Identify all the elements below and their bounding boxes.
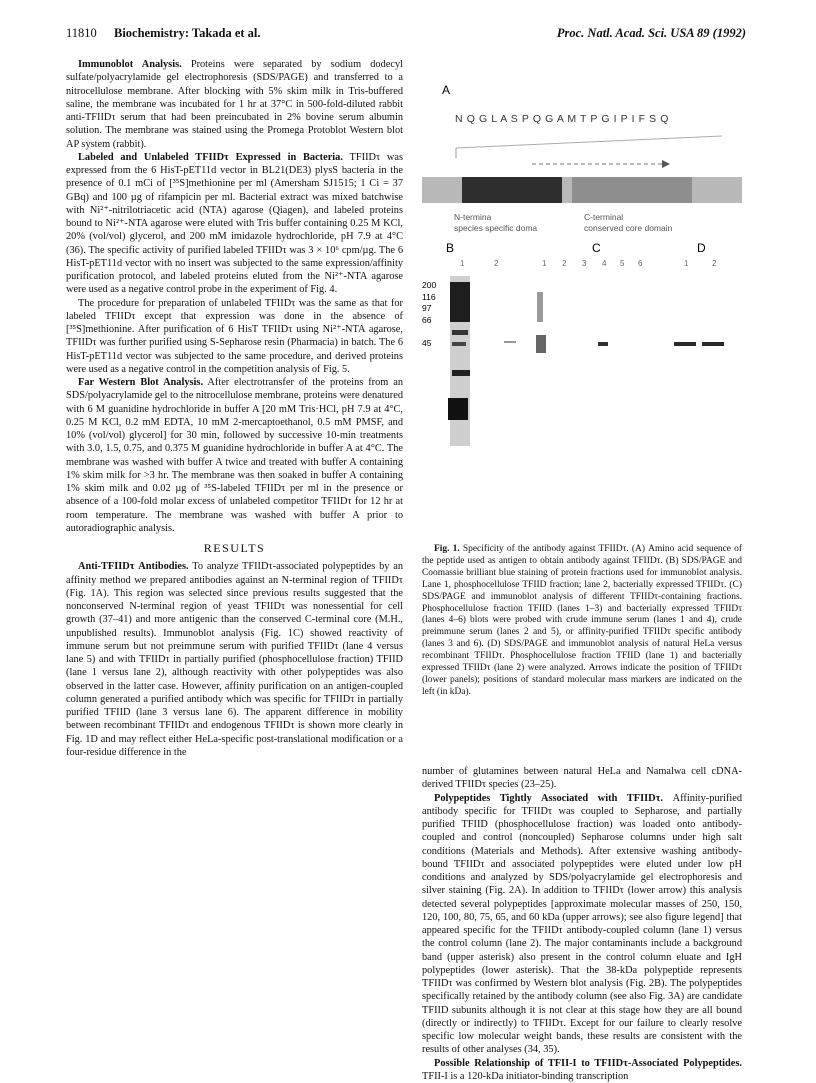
immunoblot-heading: Immunoblot Analysis. xyxy=(78,59,182,70)
farwestern-heading: Far Western Blot Analysis. xyxy=(78,377,203,388)
right-column xyxy=(422,765,742,1083)
immunoblot-paragraph xyxy=(66,58,403,151)
figure-1 xyxy=(422,80,742,535)
left-column xyxy=(66,58,403,759)
journal-citation: Proc. Natl. Acad. Sci. USA 89 (1992) xyxy=(557,26,746,41)
panel-d-label: D xyxy=(697,241,706,255)
farwestern-paragraph xyxy=(66,376,403,535)
panel-b-label: B xyxy=(446,241,454,255)
running-header xyxy=(66,26,746,44)
gel-c-band xyxy=(536,335,546,353)
antibodies-heading: Anti-TFIIDτ Antibodies. xyxy=(78,561,189,572)
n-terminal-region xyxy=(462,177,562,203)
gel-b-band xyxy=(452,342,466,346)
marker-200: 200 xyxy=(422,280,436,290)
lane-b-2: 2 xyxy=(494,259,499,268)
marker-97: 97 xyxy=(422,303,432,313)
n-terminal-domain-label: species specific doma xyxy=(454,223,537,233)
lane-b-1: 1 xyxy=(460,259,465,268)
panel-a-label: A xyxy=(442,83,450,97)
figure-caption xyxy=(422,544,742,699)
labeled-paragraph xyxy=(66,151,403,297)
gel-b-band-smear xyxy=(450,282,470,322)
n-terminal-label: N-termina xyxy=(454,212,492,222)
c-terminal-domain-label: conserved core domain xyxy=(584,223,673,233)
gel-c-band xyxy=(537,292,543,322)
marker-66: 66 xyxy=(422,315,432,325)
lane-c-3: 3 xyxy=(582,259,587,268)
figure-caption-label: Fig. 1. xyxy=(434,544,460,554)
results-section-title: RESULTS xyxy=(66,542,403,555)
antigen-sequence: N Q G L A S P Q G A M T P G I P I F S Q xyxy=(455,113,669,125)
lane-c-6: 6 xyxy=(638,259,643,268)
continuation-paragraph: number of glutamines between natural HeLa and Namalwa cell cDNA-derived TFIIDτ species (23–25). xyxy=(422,765,742,792)
antibodies-paragraph xyxy=(66,560,403,759)
panel-c-label: C xyxy=(592,241,601,255)
marker-45: 45 xyxy=(422,338,432,348)
lane-d-2: 2 xyxy=(712,259,717,268)
lane-c-2: 2 xyxy=(562,259,567,268)
polypeptides-heading: Polypeptides Tightly Associated with TFIIDτ. xyxy=(434,793,663,804)
lane-c-1: 1 xyxy=(542,259,547,268)
tfii-i-heading: Possible Relationship of TFII-I to TFIIDτ-Associated Polypeptides. xyxy=(434,1058,742,1069)
c-terminal-region xyxy=(572,177,692,203)
labeled-text: TFIIDτ was expressed from the 6 HisT-pET11d vector in BL21(DE3) plysS bacteria in the presence of 0.1 mCi of [³⁵S]methionine per ml (Amersham SJ1515; 1 Ci = 37 GBq) and 100 µg of rifampicin per ml. Bacterial extract was mixed batchwise with Ni²⁺-nitrilotriacetic acid (NTA) agarose (Qiagen), and labeled proteins bound to Ni²⁺-NTA agarose were eluted with Tris buffer containing 0.25 M KCl, 20% (vol/vol) glycerol, and 200 mM imidazole hydrochloride, pH 7.9 at 4°C (36). The specific activity of purified labeled TFIIDτ was 3 × 10⁶ cpm/µg. The 6 HisT-pET11d vector with no insert was subjected to the same expression/affinity purification protocol, and labeled proteins eluted from the Ni²⁺-NTA agarose were used as a negative control probe in the experiment of Fig. 4. xyxy=(66,152,403,296)
lane-d-1: 1 xyxy=(684,259,689,268)
gel-d-band xyxy=(674,342,696,346)
domain-arrowhead xyxy=(662,160,670,168)
tfii-i-text: TFII-I is a 120-kDa initiator-binding transcription xyxy=(422,1071,628,1082)
polypeptides-paragraph xyxy=(422,792,742,1057)
labeled-heading: Labeled and Unlabeled TFIIDτ Expressed in Bacteria. xyxy=(78,152,343,163)
gel-b-band xyxy=(452,370,470,376)
antibodies-text: To analyze TFIIDτ-associated polypeptides by an affinity method we prepared antibodies against an N-terminal region of TFIIDτ (Fig. 1A). This region was selected since previous results suggested that the nonconserved N-terminal region of yeast TFIIDτ was nonessential for cell growth (37–41) and more antigenic than the conserved C-terminal core (M.H., unpublished results). Immunoblot analysis (Fig. 1C) showed reactivity of immune serum but not preimmune serum with purified TFIIDτ (lane 4 versus lane 5) and with TFIIDτ in partially purified (phosphocellulose fraction) TFIID (lane 1 versus lane 2), although reactivity with other polypeptides was also observed in the latter case. However, affinity purification on an antigen-coupled column generated a purified antibody which was specific for TFIIDτ in partially purified TFIID (lane 3 versus lane 6). The apparent difference in mobility between recombinant TFIIDτ and endogenous TFIIDτ is shown more clearly in Fig. 1D and may reflect either HeLa-specific post-translational modification or a four-residue difference in the xyxy=(66,561,403,758)
unlabeled-paragraph: The procedure for preparation of unlabeled TFIIDτ was the same as that for labeled TFIIDτ except that expression was done in the absence of [³⁵S]methionine. After purification of 6 HisT TFIIDτ using Ni²⁺-NTA agarose, TFIIDτ was further purified using S-Sepharose resin (Pharmacia) in batch. The 6 HisT-pET11d vector was subjected to the same procedure, and derived proteins were used as a negative control in the competition analysis of Fig. 5. xyxy=(66,297,403,377)
lane-c-4: 4 xyxy=(602,259,607,268)
polypeptides-text: Affinity-purified antibody specific for TFIIDτ was coupled to Sepharose, and partially purified TFIID (phosphocellulose fraction) was loaded onto antibody-coupled and control (noncoupled) Sepharose columns under high salt conditions (Materials and Methods). After extensive washing antibody-bound TFIIDτ and associated polypeptides were eluted under low pH conditions and analyzed by SDS/polyacrylamide gel electrophoresis and silver staining (Fig. 2A). In addition to TFIIDτ (lower arrow) this analysis detected several polypeptides [approximate molecular masses of 250, 150, 120, 100, 80, 75, 65, and 60 kDa (upper arrows); see also figure legend] that appeared specific for the TFIIDτ antibody-coupled column (lane 1) versus the control column (lane 2). The major contaminants include a background band (upper asterisk) also present in the control column eluate and IgH polypeptides (lower asterisk). That the 38-kDa polypeptide represents TFIIDτ was confirmed by Western blot analysis (Fig. 2B). The polypeptides specifically retained by the antibody column (see also Fig. 3A) are candidate TFIID subunits although it is not clear at this stage how they are all bound (directly or indirectly) to TFIIDτ. Except for our failure to clearly resolve specific low molecular weight bands, these results are consistent with the results of other analyses (34, 35). xyxy=(422,793,742,1056)
lane-c-5: 5 xyxy=(620,259,625,268)
sequence-span-line xyxy=(456,136,722,148)
page-number: 11810 xyxy=(66,26,97,41)
gel-d-band xyxy=(702,342,724,346)
figure-1-graphic xyxy=(422,80,742,535)
gel-b-band xyxy=(448,398,468,420)
tfii-i-paragraph xyxy=(422,1057,742,1083)
c-terminal-label: C-terminal xyxy=(584,212,623,222)
gel-b-band xyxy=(452,330,468,335)
farwestern-text: After electrotransfer of the proteins from an SDS/polyacrylamide gel to the nitrocellulose membrane, proteins were denatured with 6 M guanidine hydrochloride in buffer A [20 mM Tris·HCl, pH 7.9 at 4°C, 0.25 M KCl, 0.2 mM EDTA, 10 mM 2-mercaptoethanol, 0.5 mM PMSF, and 10% (vol/vol) glycerol] for 30 min, followed by successive 10-min treatments with 3.0, 1.5, 0.75, and 0.375 M guanidine hydrochloride in buffer A at 4°C. The membrane was washed with buffer A twice and treated with buffer A containing 1% skim milk for >3 hr. The membrane was then soaked in buffer A containing 1% skim milk and 0.02 µg of ³⁵S-labeled TFIIDτ per ml in the presence or absence of a 100-fold molar excess of unlabeled competitor TFIIDτ for 12 hr at room temperature. The membrane was washed with buffer A prior to autoradiographic analysis. xyxy=(66,377,403,534)
marker-116: 116 xyxy=(422,292,436,302)
immunoblot-text: Proteins were separated by sodium dodecyl sulfate/polyacrylamide gel electrophoresis (SDS/PAGE) and transferred to a nitrocellulose membrane. After blocking with 5% skim milk in Tris-buffered saline, the membrane was incubated for 1 hr at 37°C in 500-fold-diluted rabbit anti-TFIIDτ serum that had been preincubated in 2% bovine serum albumin solution. The membrane was stained using the Promega Protoblot Western blot AP system (rabbit). xyxy=(66,59,403,150)
gel-c-band xyxy=(598,342,608,346)
running-head: Biochemistry: Takada et al. xyxy=(114,26,261,41)
figure-caption-text: Specificity of the antibody against TFIIDτ. (A) Amino acid sequence of the peptide used as antigen to obtain antibody against TFIIDτ. (B) SDS/PAGE and Coomassie brilliant blue staining of protein fractions used for immunoblot analysis. Lane 1, phosphocellulose TFIID fraction; lane 2, bacterially expressed TFIIDτ. (C) SDS/PAGE and immunoblot analysis of different TFIIDτ-containing fractions. Phosphocellulose fraction TFIID (lanes 1–3) and bacterially expressed TFIIDτ (lanes 4–6) blots were probed with crude immune serum (lanes 1 and 4), crude preimmune serum (lanes 2 and 5), or affinity-purified TFIIDτ specific antibody (lanes 3 and 6). (D) SDS/PAGE and immunoblot analysis of natural HeLa versus recombinant TFIIDτ. Phosphocellulose fraction TFIID (lane 1) and bacterially expressed TFIIDτ (lane 2) were analyzed. Arrows indicate the position of TFIIDτ (lower panels); positions of standard molecular mass markers are indicated on the left (in kDa). xyxy=(422,544,742,697)
